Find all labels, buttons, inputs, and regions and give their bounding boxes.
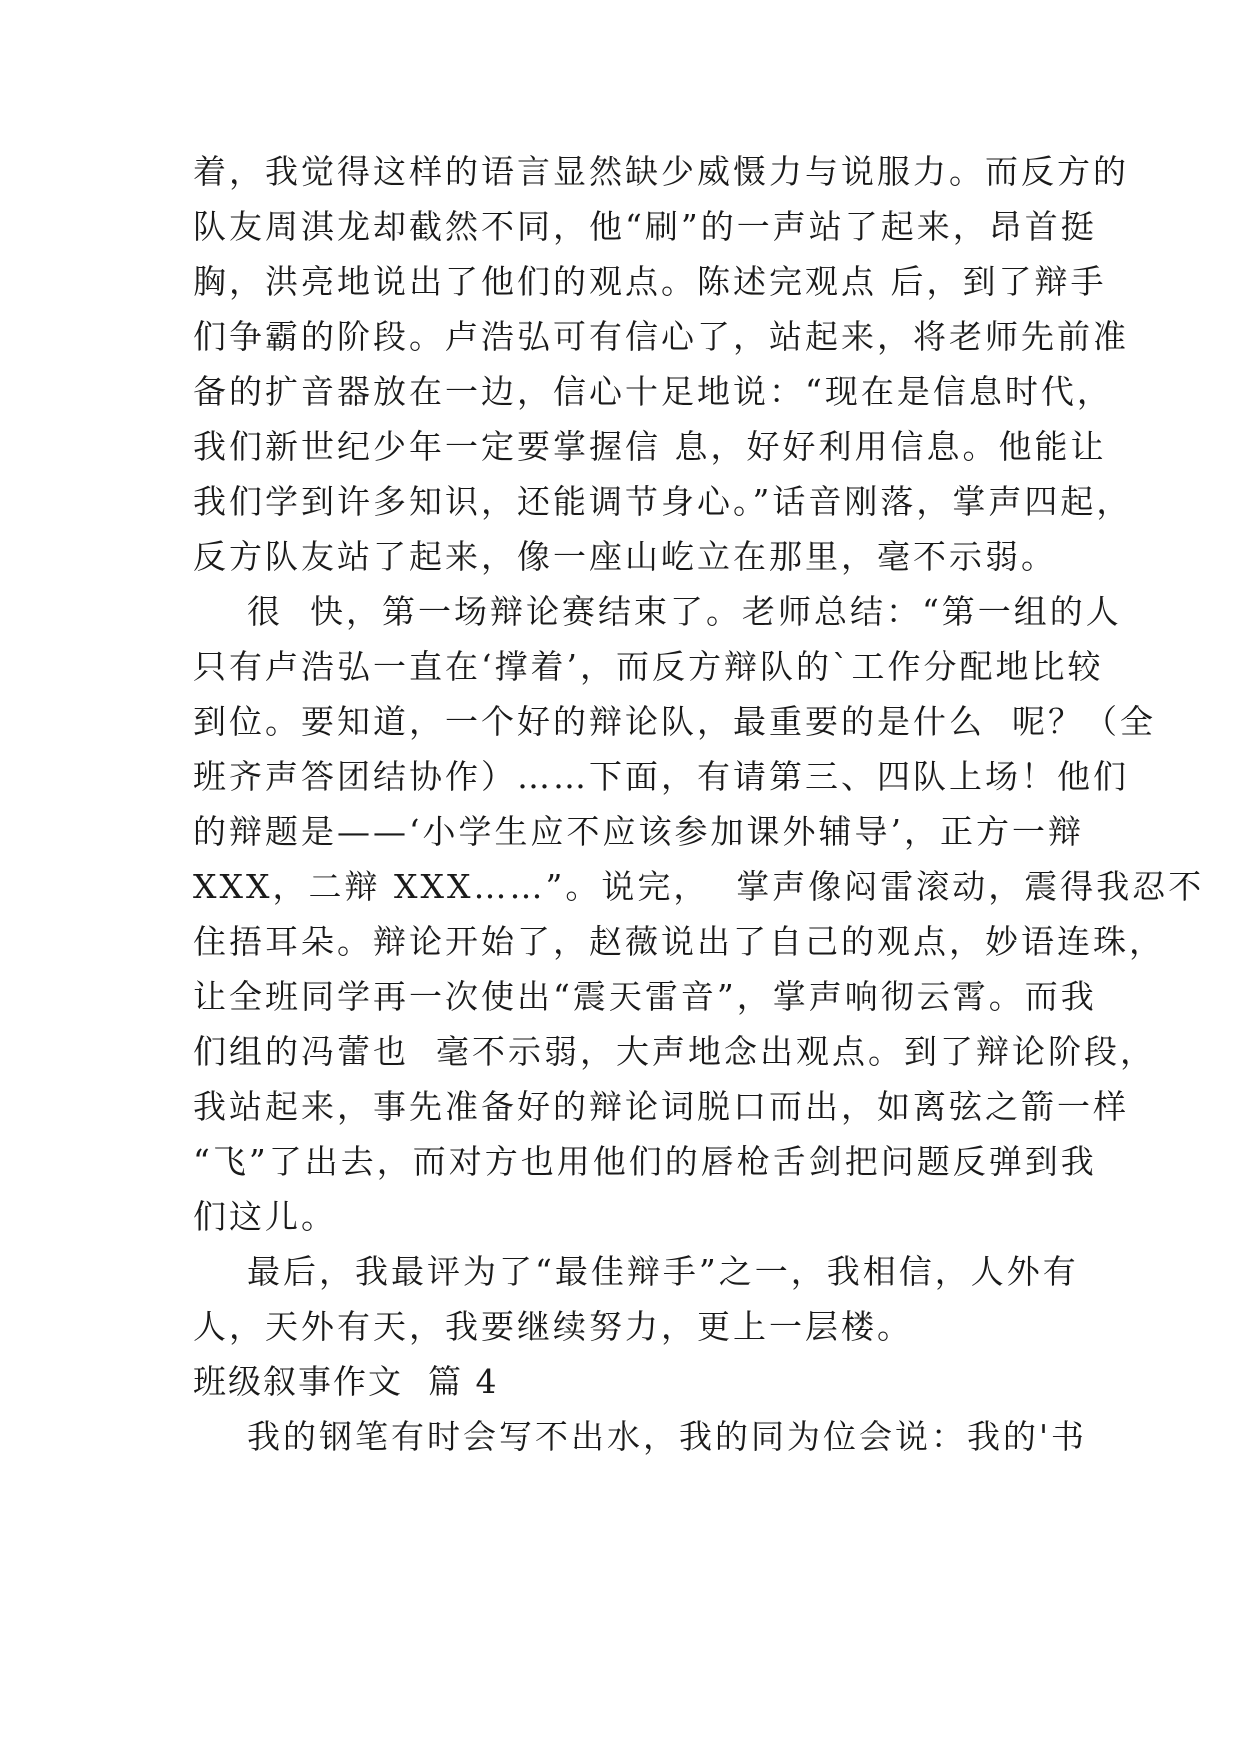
- text-line: 反方队友站了起来，像一座山屹立在那里，毫不示弱。: [193, 537, 1057, 576]
- text-line: 最后，我最评为了“最佳辩手”之一，我相信，人外有: [193, 1252, 1079, 1291]
- text-line: 们组的冯蕾也 毫不示弱，大声地念出观点。到了辩论阶段，: [193, 1032, 1156, 1071]
- text-line: 到位。要知道，一个好的辩论队，最重要的是什么 呢？（全: [193, 702, 1156, 741]
- text-line: 我们学到许多知识，还能调节身心。”话音刚落，掌声四起，: [193, 482, 1133, 521]
- text-line: XXX，二辩 XXX……”。说完， 掌声像闷雷滚动，震得我忍不: [193, 867, 1205, 906]
- text-line: 我们新世纪少年一定要掌握信 息，好好利用信息。他能让: [193, 427, 1107, 466]
- text-line: 我站起来，事先准备好的辩论词脱口而出，如离弦之箭一样: [193, 1087, 1129, 1126]
- text-line: 队友周淇龙却截然不同，他“刷”的一声站了起来，昂首挺: [193, 207, 1097, 246]
- text-line: 我的钢笔有时会写不出水，我的同为位会说：我的'书: [193, 1417, 1088, 1456]
- text-line: 们争霸的阶段。卢浩弘可有信心了，站起来，将老师先前准: [193, 317, 1129, 356]
- text-line: 住捂耳朵。辩论开始了，赵薇说出了自己的观点，妙语连珠，: [193, 922, 1165, 961]
- section-heading: 班级叙事作文 篇 4: [193, 1362, 499, 1401]
- text-line: 人，天外有天，我要继续努力，更上一层楼。: [193, 1307, 913, 1346]
- text-line: 只有卢浩弘一直在‘撑着’，而反方辩队的`工作分配地比较: [193, 647, 1104, 686]
- text-line: 很 快，第一场辩论赛结束了。老师总结：“第一组的人: [193, 592, 1122, 631]
- text-line: 胸，洪亮地说出了他们的观点。陈述完观点 后，到了辩手: [193, 262, 1107, 301]
- text-line: 的辩题是——‘小学生应不应该参加课外辅导’，正方一辩: [193, 812, 1084, 851]
- text-line: 们这儿。: [193, 1197, 337, 1236]
- text-line: 备的扩音器放在一边，信心十足地说：“现在是信息时代，: [193, 372, 1113, 411]
- text-line: 班齐声答团结协作）……下面，有请第三、四队上场！他们: [193, 757, 1129, 796]
- text-line: “飞”了出去，而对方也用他们的唇枪舌剑把问题反弹到我: [193, 1142, 1097, 1181]
- text-line: 着，我觉得这样的语言显然缺少威慑力与说服力。而反方的: [193, 152, 1129, 191]
- text-line: 让全班同学再一次使出“震天雷音”，掌声响彻云霄。而我: [193, 977, 1097, 1016]
